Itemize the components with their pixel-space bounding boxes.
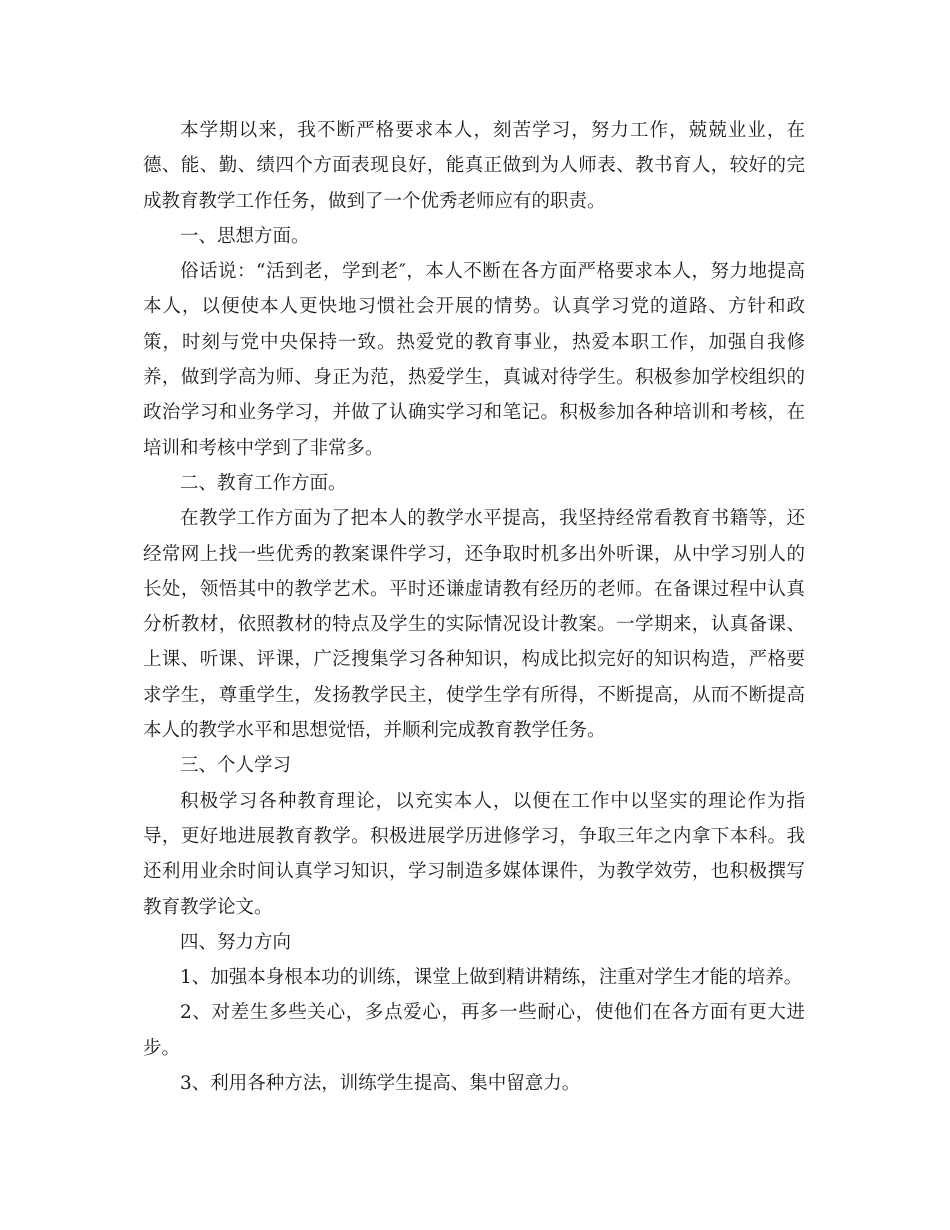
thought-paragraph: 俗话说：“活到老，学到老″，本人不断在各方面严格要求本人，努力地提高本人，以便使本人更快地习惯社会开展的情势。认真学习党的道路、方针和政策，时刻与党中央保持一致。热爱党的教育事业，热爱本职工作，加强自我修养，做到学高为师、身正为范，热爱学生，真诚对待学生。积极参加学校组织的政治学习和业务学习，并做了认确实学习和笔记。积极参加各种培训和考核，在培训和考核中学到了非常多。 (143, 261, 805, 459)
personal-study-paragraph: 积极学习各种教育理论，以充实本人，以便在工作中以坚实的理论作为指导，更好地进展教育教学。积极进展学历进修学习，争取三年之内拿下本科。我还利用业余时间认真学习知识，学习制造多媒体课件，为教学效劳，也积极撰写教育教学论文。 (143, 790, 805, 918)
section-heading-direction: 四、努力方向 (180, 931, 292, 953)
section-heading-education: 二、教育工作方面。 (180, 472, 347, 494)
direction-item-1: 1、加强本身根本功的训练，课堂上做到精讲精练，注重对学生才能的培养。 (180, 967, 803, 989)
section-heading-thought: 一、思想方面。 (180, 225, 310, 247)
document-body (143, 113, 805, 1101)
direction-item-2: 2、对差生多些关心，多点爱心，再多一些耐心，使他们在各方面有更大进步。 (143, 1002, 805, 1059)
intro-paragraph: 本学期以来，我不断严格要求本人，刻苦学习，努力工作，兢兢业业，在德、能、勤、绩四个方面表现良好，能真正做到为人师表、教书育人，较好的完成教育教学工作任务，做到了一个优秀老师应有的职责。 (143, 120, 805, 212)
education-paragraph: 在教学工作方面为了把本人的教学水平提高，我坚持经常看教育书籍等，还经常网上找一些优秀的教案课件学习，还争取时机多出外听课，从中学习别人的长处，领悟其中的教学艺术。平时还谦虚请教有经历的老师。在备课过程中认真分析教材，依照教材的特点及学生的实际情况设计教案。一学期来，认真备课、上课、听课、评课，广泛搜集学习各种知识，构成比拟完好的知识构造，严格要求学生，尊重学生，发扬教学民主，使学生学有所得，不断提高，从而不断提高本人的教学水平和思想觉悟，并顺利完成教育教学任务。 (143, 508, 805, 742)
direction-item-3: 3、利用各种方法，训练学生提高、集中留意力。 (180, 1073, 581, 1095)
section-heading-personal-study: 三、个人学习 (180, 755, 292, 777)
